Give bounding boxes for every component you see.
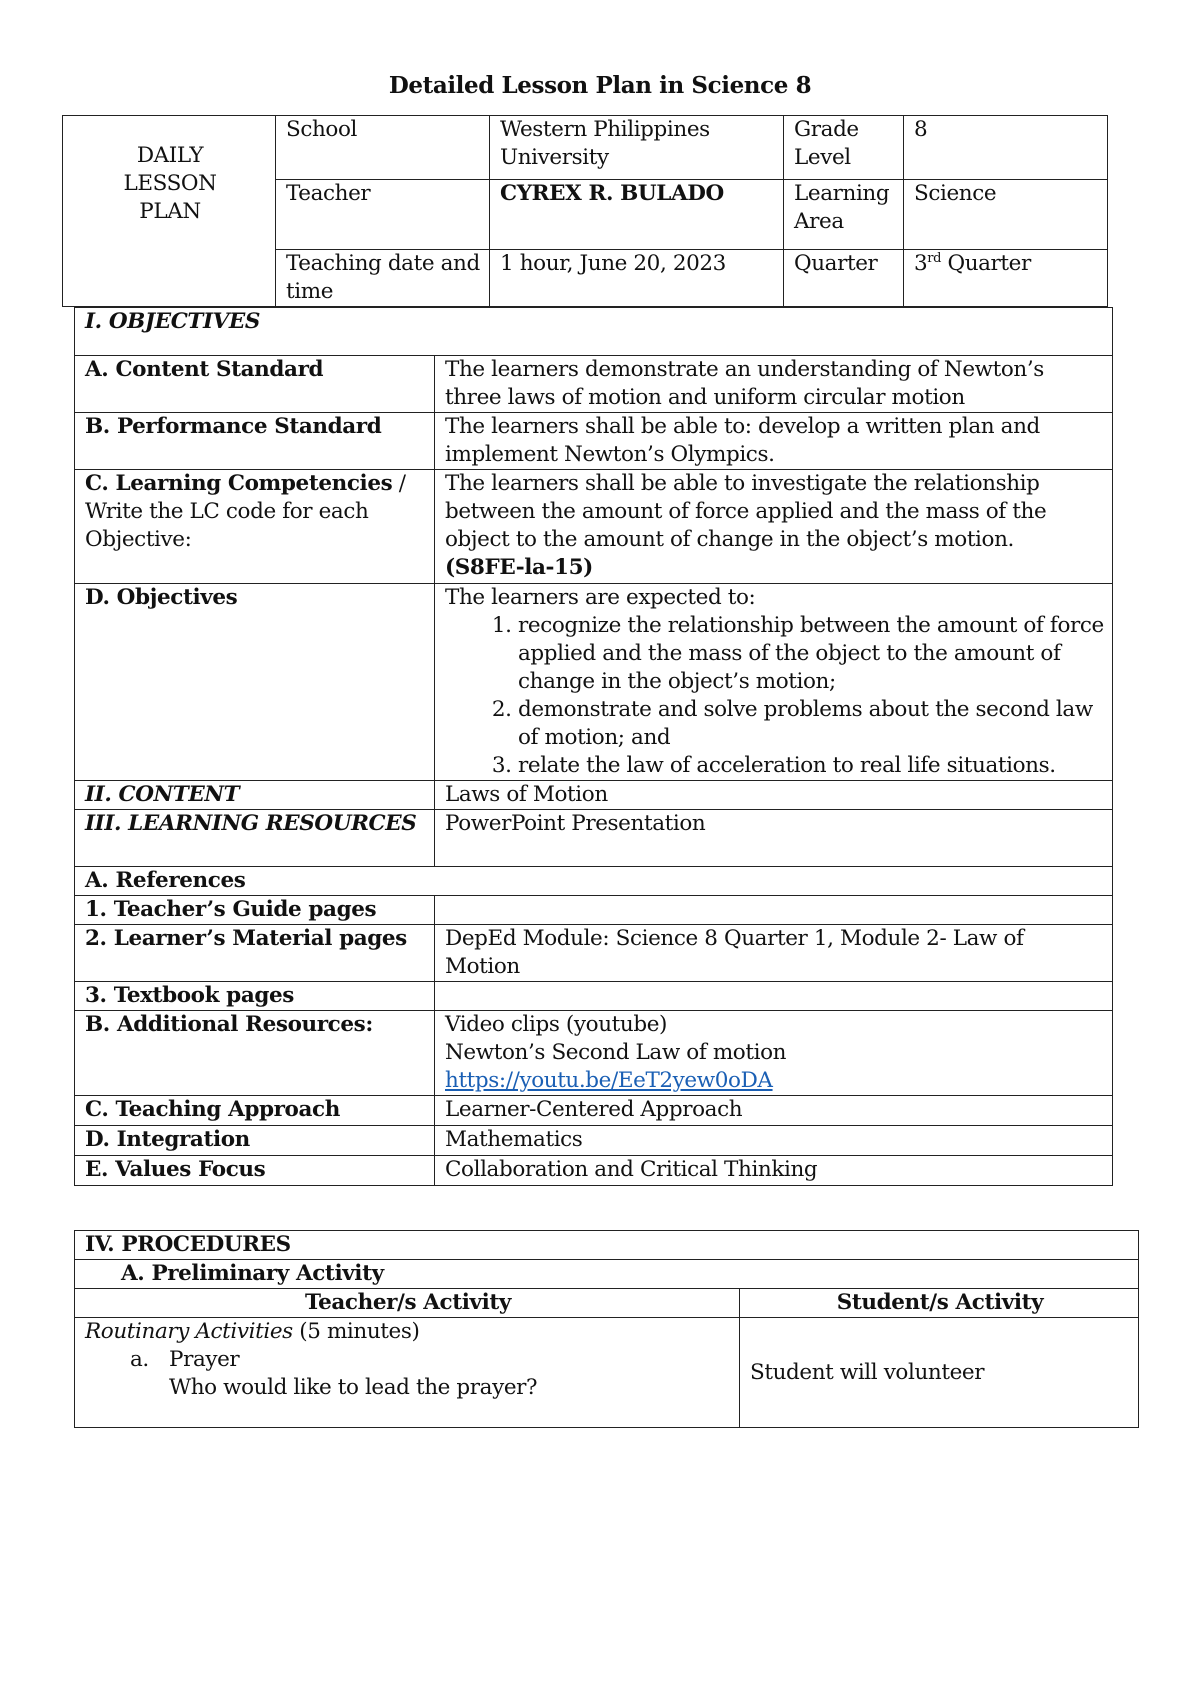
performance-standard-label: B. Performance Standard — [75, 413, 435, 470]
additional-line: Video clips (youtube) — [445, 1012, 668, 1037]
dlp-label-cell — [63, 116, 276, 307]
integration-value: Mathematics — [435, 1126, 1113, 1156]
date-value: 1 hour, June 20, 2023 — [490, 250, 784, 307]
tg-label: 1. Teacher’s Guide pages — [75, 896, 435, 925]
dlp-label-line: DAILY — [136, 143, 204, 168]
list-item: 3. relate the law of acceleration to real life situations. — [518, 752, 1104, 780]
competencies-text: The learners shall be able to investigate the relationship between the amount of force applied and the mass of the object to the amount of change in the object’s motion. — [445, 471, 1047, 552]
approach-label: C. Teaching Approach — [75, 1096, 435, 1126]
objectives-heading: I. OBJECTIVES — [75, 308, 1113, 356]
content-standard-value: The learners demonstrate an understanding of Newton’s three laws of motion and uniform circular motion — [435, 356, 1113, 413]
performance-standard-value: The learners shall be able to: develop a written plan and implement Newton’s Olympics. — [435, 413, 1113, 470]
prayer-item — [85, 1346, 731, 1374]
procedures-table — [74, 1230, 1139, 1428]
date-label: Teaching date and time — [276, 250, 490, 307]
objectives-table — [74, 307, 1113, 1186]
dlp-label-line: PLAN — [139, 199, 201, 224]
competencies-label-bold: C. Learning Competencies — [85, 471, 393, 496]
approach-value: Learner-Centered Approach — [435, 1096, 1113, 1126]
objectives-value — [435, 584, 1113, 781]
routinary-label: Routinary Activities — [85, 1319, 293, 1344]
list-item: 2. demonstrate and solve problems about the second law of motion; and — [518, 696, 1104, 752]
integration-label: D. Integration — [75, 1126, 435, 1156]
school-label: School — [276, 116, 490, 180]
quarter-number: 3 — [914, 251, 928, 276]
references-label: A. References — [75, 867, 1113, 896]
prayer-label: Prayer — [169, 1347, 240, 1372]
lc-code: (S8FE-la-15) — [445, 555, 593, 580]
content-label: II. CONTENT — [75, 781, 435, 810]
lm-value: DepEd Module: Science 8 Quarter 1, Module 2- Law of Motion — [435, 925, 1113, 982]
list-item: 1. recognize the relationship between the amount of force applied and the mass of the object to the amount of change in the object’s motion; — [518, 612, 1104, 696]
values-value: Collaboration and Critical Thinking — [435, 1156, 1113, 1186]
additional-label: B. Additional Resources: — [75, 1011, 435, 1096]
textbook-label: 3. Textbook pages — [75, 982, 435, 1011]
video-link[interactable]: https://youtu.be/EeT2yew0oDA — [445, 1068, 773, 1093]
quarter-word: Quarter — [941, 251, 1031, 276]
teacher-activity-cell — [75, 1318, 740, 1428]
teacher-value: CYREX R. BULADO — [490, 180, 784, 250]
additional-line: Newton’s Second Law of motion — [445, 1040, 787, 1065]
page-title: Detailed Lesson Plan in Science 8 — [388, 72, 812, 99]
routinary-duration: (5 minutes) — [292, 1319, 420, 1344]
student-col-header: Student/s Activity — [740, 1289, 1139, 1318]
area-label: Learning Area — [784, 180, 904, 250]
school-value: Western Philippines University — [490, 116, 784, 180]
procedures-heading: IV. PROCEDURES — [75, 1231, 1139, 1260]
values-label: E. Values Focus — [75, 1156, 435, 1186]
teacher-col-header: Teacher/s Activity — [75, 1289, 740, 1318]
resources-value: PowerPoint Presentation — [435, 810, 1113, 867]
quarter-label: Quarter — [784, 250, 904, 307]
competencies-label — [75, 470, 435, 584]
routinary-line — [85, 1318, 731, 1346]
grade-label: Grade Level — [784, 116, 904, 180]
textbook-value — [435, 982, 1113, 1011]
preliminary-heading — [75, 1260, 1139, 1289]
prayer-question: Who would like to lead the prayer? — [169, 1375, 538, 1400]
student-response: Student will volunteer — [750, 1359, 985, 1385]
tg-value — [435, 896, 1113, 925]
content-standard-label: A. Content Standard — [75, 356, 435, 413]
quarter-value — [904, 250, 1108, 307]
content-value: Laws of Motion — [435, 781, 1113, 810]
objectives-intro: The learners are expected to: — [445, 585, 756, 610]
objectives-list — [445, 612, 1104, 780]
objectives-label: D. Objectives — [75, 584, 435, 781]
resources-label: III. LEARNING RESOURCES — [75, 810, 435, 867]
additional-value — [435, 1011, 1113, 1096]
preliminary-label: A. Preliminary Activity — [121, 1261, 384, 1286]
student-activity-cell — [740, 1318, 1139, 1428]
area-value: Science — [904, 180, 1108, 250]
grade-value: 8 — [904, 116, 1108, 180]
lm-label: 2. Learner’s Material pages — [75, 925, 435, 982]
competencies-label-rest: / Write the LC code for each Objective: — [85, 471, 406, 552]
teacher-label: Teacher — [276, 180, 490, 250]
quarter-suffix: rd — [927, 250, 942, 266]
competencies-value — [435, 470, 1113, 584]
dlp-label-line: LESSON — [123, 171, 217, 196]
header-table — [62, 115, 1108, 307]
prayer-marker: a. — [130, 1347, 149, 1372]
